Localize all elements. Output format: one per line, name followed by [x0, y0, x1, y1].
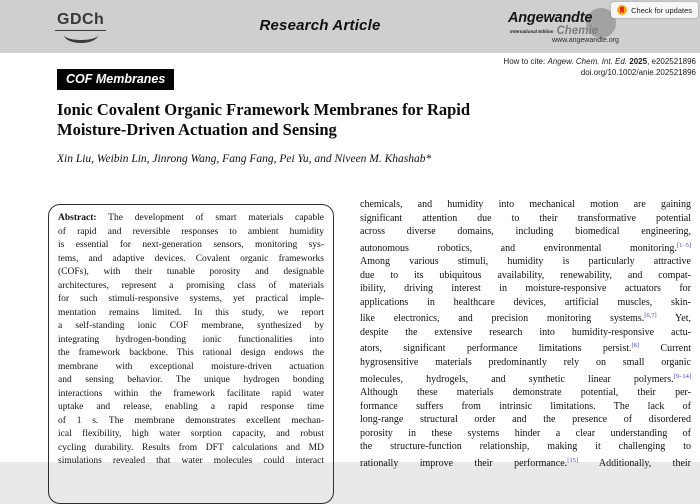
text-line: uptake and release, enabling a rapid response time [58, 402, 324, 412]
text-line: mentation remains limited. In this study, we report [58, 307, 324, 318]
text-line: applications in healthcare devices, artificial muscles, skin- [360, 296, 691, 308]
text-line: integrating hydrogen-bonding ionic functionalities into [58, 334, 324, 345]
text-line: ical flexibility, high water sorption capacity, and robust [58, 429, 324, 439]
text-line: tems, and adaptive devices. Covalent organic frameworks [58, 253, 324, 264]
text-line: for such stimuli-responsive systems, yet practical imple- [58, 294, 324, 304]
international-edition-label: International Edition [510, 29, 554, 34]
journal-website-link[interactable]: www.angewandte.org [552, 37, 619, 44]
text-line: significant attention due to their transformative potential [360, 212, 691, 224]
text-line: interactions within the framework facilitate rapid water [58, 388, 324, 399]
doi-link[interactable]: doi.org/10.1002/anie.202521896 [580, 68, 696, 77]
text-line: and sensing behavior. The unique hydrogen bonding [58, 375, 324, 385]
cite-journal: Angew. Chem. Int. Ed. [547, 57, 630, 66]
gdch-logo-text: GDCh [55, 11, 106, 31]
how-to-cite-line [503, 56, 696, 67]
text-line: ibility, driving interest in moisture-responsive actuators for [360, 283, 691, 295]
crossmark-icon [617, 5, 627, 15]
article-title-line2: Moisture-Driven Actuation and Sensing [57, 120, 337, 139]
text-line: rationally improve their performance.[15] Additionally, their [360, 456, 691, 469]
text-line: (COFs), with their tunable porosity and designable [58, 267, 324, 277]
chemie-wordmark: Chemie [556, 25, 599, 37]
angewandte-wordmark: Angewandte [508, 10, 593, 26]
category-badge: COF Membranes [57, 69, 174, 90]
text-line: across diverse domains, including biomedical engineering, [360, 226, 691, 238]
check-for-updates-button[interactable] [611, 2, 698, 18]
text-line: membrane with exceptional moisture-driven actuation [58, 361, 324, 372]
text-line: chemicals, and humidity into mechanical motion are gaining [360, 199, 691, 210]
author-list: Xin Liu, Weibin Lin, Jinrong Wang, Fang Fang, Pei Yu, and Niveen M. Khashab* [57, 153, 432, 165]
text-line: molecules, hydrogels, and synthetic linear polymers.[9–14] [360, 372, 691, 385]
text-line: like electronics, and precision monitoring systems.[6,7] Yet, [360, 312, 691, 325]
text-line: autonomous robotics, and environmental monitoring.[1–5] [360, 241, 691, 254]
text-line: Among various stimuli, humidity is particularly attractive [360, 256, 691, 268]
citation-ref[interactable]: [1–5] [676, 241, 691, 249]
text-line: is essential for next-generation sensors, monitoring sys- [58, 240, 324, 250]
citation-ref[interactable]: [6,7] [644, 312, 657, 320]
text-line: the framework backbone. This rational design endows the [58, 348, 324, 358]
text-line: a self-standing ionic COF membrane, synthesized by [58, 321, 324, 331]
header-band [0, 0, 700, 53]
citation-ref[interactable]: [8] [631, 342, 640, 350]
text-line: simulations revealed that water molecules could interact [58, 456, 324, 466]
text-line: Although these materials demonstrate potential, their per- [360, 387, 691, 399]
text-line: despite the extensive research into humidity-responsive actu- [360, 326, 691, 338]
citation-ref[interactable]: [9–14] [673, 372, 691, 380]
abstract-box [48, 204, 334, 504]
text-line: due to its ubiquitous availability, renewability, and compat- [360, 269, 691, 281]
article-type-label: Research Article [259, 17, 381, 34]
text-line: ators, significant performance limitations persist.[8] Current [360, 342, 691, 355]
text-line: cycling durability. Results from DFT calculations and MD [58, 442, 324, 453]
abstract-text [58, 212, 324, 469]
text-line: the structure-function relationship, making it challenging to [360, 441, 691, 453]
text-line: Abstract: The development of smart materials capable [58, 213, 324, 223]
text-line: of rapid and reversible responses to ambient humidity [58, 226, 324, 237]
citation-ref[interactable]: [15] [567, 456, 579, 464]
check-for-updates-label: Check for updates [631, 5, 692, 15]
text-line: architectures, represent a promising class of materials [58, 280, 324, 291]
cite-prefix: How to cite: [503, 57, 548, 66]
introduction-column [360, 198, 691, 470]
text-line: hygrosensitive materials predominantly rely on small organic [360, 357, 691, 369]
text-line: long-range structural order and the presence of disordered [360, 414, 691, 426]
text-line: formance suffers from intrinsic limitations. The lack of [360, 400, 691, 412]
text-line: of 1 s. The membrane demonstrates excellent mechan- [58, 415, 324, 426]
angewandte-subtitle-row [508, 25, 668, 37]
text-line: porosity in these systems hinder a clear understanding of [360, 427, 691, 439]
cite-year: 2025 [629, 57, 648, 66]
how-to-cite-block [503, 56, 696, 78]
article-title-line1: Ionic Covalent Organic Framework Membranes for Rapid [57, 100, 471, 119]
article-title [57, 100, 677, 140]
cite-article-id: , e202521896 [647, 57, 696, 66]
